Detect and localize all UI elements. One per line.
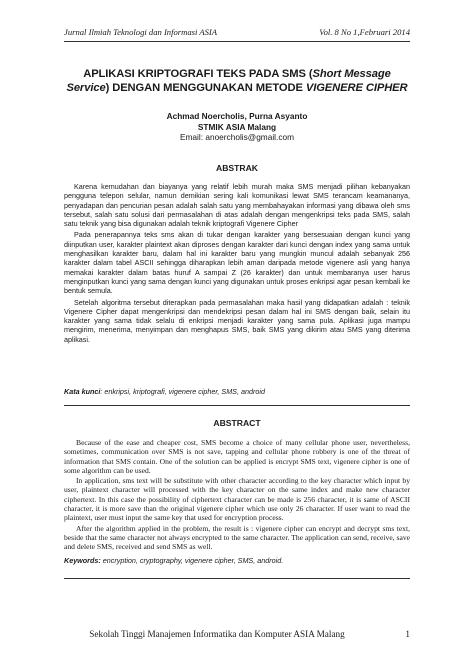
keywords-values: encryption, cryptography, vigenere cipher, SMS, android. [100,556,284,565]
abstrak-body [64,182,410,346]
author-names: Achmad Noercholis, Purna Asyanto [166,111,308,121]
abstract-paragraph: After the algorithm applied in the problem, the result is : vigenere cipher can encrypt and decrypt sms text, beside that the same character not always encrypted to the same character. The application can send, receive, save and delete SMS, received and send SMS as well. [64,523,410,552]
author-email: Email: anoercholis@gmail.com [179,132,295,142]
kata-kunci-values: : enkripsi, kriptografi, vigenere cipher, SMS, android [100,387,265,396]
keywords [64,556,410,565]
keywords-label: Keywords: [64,556,101,565]
volume-info: Vol. 8 No 1,Februari 2014 [319,27,410,37]
abstrak-paragraph: Setelah algoritma tersebut diterapkan pada permasalahan maka hasil yang didapatkan adalah : teknik Vigenere Cipher dapat mengenkripsi dan mendekripsi pesan dalam hal ini SMS dengan baik, selain itu karakter yang sama tidak selalu di enkripsi menjadi karakter yang sama pula. Aplikasi juga mampu mengirim, menerima, menyimpan dan menghapus SMS, baik SMS yang dikirim atau SMS yang diterima aplikasi. [64,297,410,344]
author-block [60,111,414,143]
author-institution: STMIK ASIA Malang [197,121,277,132]
title-line1-prefix: APLIKASI KRIPTOGRAFI TEKS PADA SMS ( [83,68,313,80]
journal-name: Jurnal Ilmiah Teknologi dan Informasi ASIA [64,27,218,37]
section-rule [64,578,410,579]
abstrak-paragraph: Pada penerapannya teks sms akan di tukar dengan karakter yang bersesuaian dengan kunci yang diinputkan user, karakter plaintext akan diproses dengan karakter dari kunci dengan index yang sama untuk menghasilkan karakter baru, dalam hal ini karakter baru yang mungkin muncul adalah sebanyak 256 karakter dalam tabel ASCII sehingga diharapkan lebih aman daripada metode vigenere asli yang hanya memakai karakter dalam batas huruf A sampai Z (26 karakter) dan untuk membaranya user harus menginputkan kunci yang sama dengan kunci yang digunakan untuk proses enkripsi agar pesan kembali ke bentuk semula. [64,230,410,296]
abstrak-heading: ABSTRAK [215,163,258,173]
running-header [64,27,410,41]
section-rule [64,405,410,406]
abstract-body [64,438,410,553]
title-line1-italic: Short Message [312,68,391,80]
header-rule [64,41,410,42]
kata-kunci [64,387,410,396]
title-line2-italic-b: VIGENERE CIPHER [305,82,408,94]
abstract-heading: ABSTRACT [213,418,261,428]
abstrak-paragraph: Karena kemudahan dan biayanya yang relatif lebih murah maka SMS menjadi pilihan kebanyakan pengguna telepon selular, namun demikian sering kali komunikasi lewat SMS terancam keamananya, penyadapan dan pencurian pesan adalah salah satu yang membahayakan informasi yang dibawa oleh sms tersebut, salah satu solusi dari permasalahan di atas adalah dengan mengenkripsi teks pada SMS, salah satu teknik yang bisa digunakan adalah teknik kriptografi Vigenere Cipher [64,182,410,229]
paper-title [60,67,414,95]
page-number: 1 [405,629,410,639]
page-footer [64,629,410,643]
kata-kunci-label: Kata kunci [64,387,101,396]
footer-institution: Sekolah Tinggi Manajemen Informatika dan Komputer ASIA Malang [89,629,345,639]
abstract-paragraph: In application, sms text will be substitute with other character according to the key character which input by user, plaintext character will processed with the key character on the same index and make new character ciphertext. In this case the possibility of ciphertext character can be made is 256 character, it is same of ASCII character, it is more save than the original vigenere cipher which use only 26 character. If user want to read the plaintext, user must input the same key that used for encryption process. [64,476,410,523]
title-line2-italic-a: Service [66,82,106,94]
abstract-paragraph: Because of the ease and cheaper cost, SMS become a choice of many cellular phone user, nevertheless, sometimes, communication over SMS is not save, tapping and cellular phone robbery is one of the threat of information that SMS contain. One of the solution can be applied is encrypt SMS text, vigenere cipher is one of some algorithm can be used. [64,438,410,475]
title-line2-middle: ) DENGAN MENGGUNAKAN METODE [105,82,306,94]
